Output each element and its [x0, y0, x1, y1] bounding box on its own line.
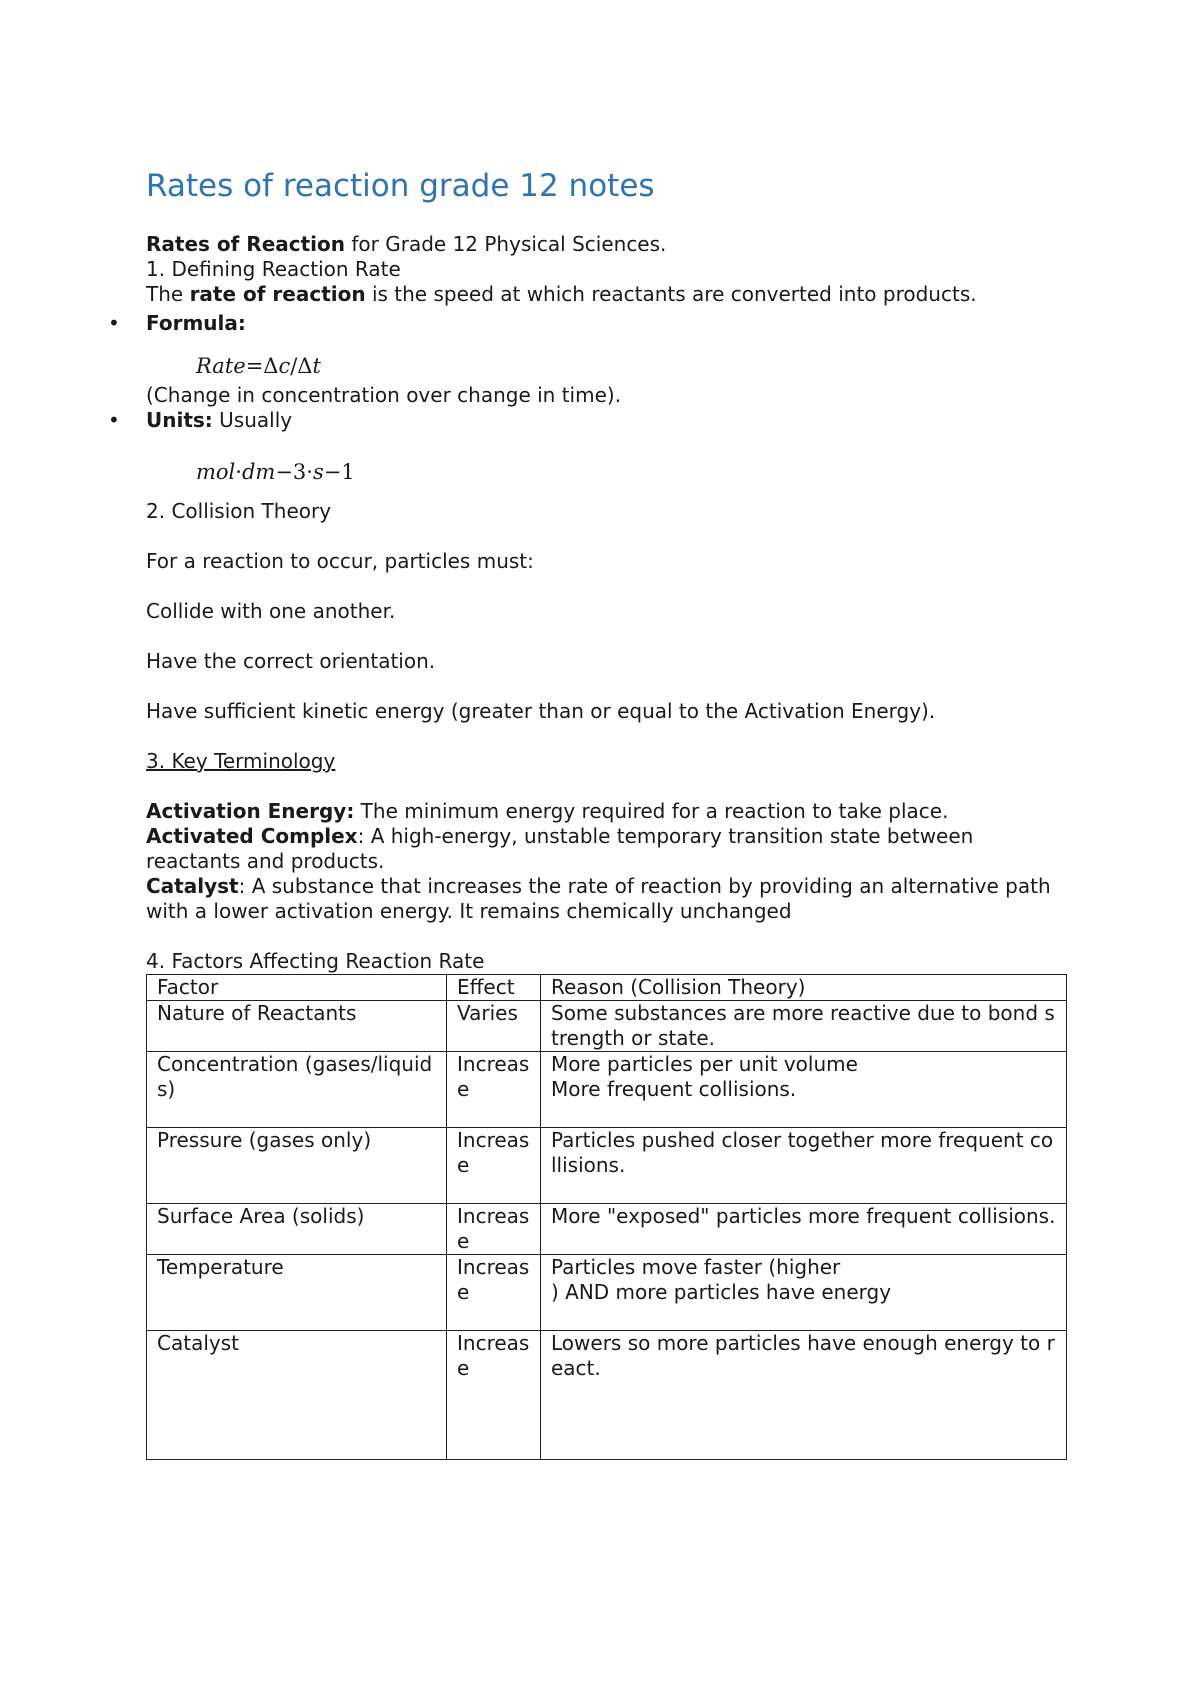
table-cell-reason: More particles per unit volume More frequent collisions. [541, 1052, 1067, 1128]
units-bullet: • Units: Usually [146, 408, 1066, 433]
formula-note: (Change in concentration over change in time). [146, 383, 622, 407]
table-cell-effect: Increase [447, 1204, 541, 1255]
units-formula: mol·dm−3·s−1 [196, 460, 355, 484]
collision-item: Have sufficient kinetic energy (greater than or equal to the Activation Energy). [146, 699, 936, 723]
collision-item: Have the correct orientation. [146, 649, 436, 673]
table-header-row [147, 975, 1067, 1001]
table-cell-factor: Surface Area (solids) [147, 1204, 447, 1255]
table-cell-effect: Increase [447, 1255, 541, 1331]
rate-formula: Rate=Δc/Δt [196, 354, 321, 378]
section4-heading: 4. Factors Affecting Reaction Rate [146, 949, 485, 973]
table-row [147, 1204, 1067, 1255]
table-header-cell: Reason (Collision Theory) [541, 975, 1067, 1001]
table-header-cell: Effect [447, 975, 541, 1001]
table-cell-effect: Varies [447, 1001, 541, 1052]
table-cell-factor: Pressure (gases only) [147, 1128, 447, 1204]
table-row [147, 1255, 1067, 1331]
table-row [147, 1128, 1067, 1204]
section1-heading: 1. Defining Reaction Rate [146, 257, 401, 281]
table-cell-reason: More "exposed" particles more frequent collisions. [541, 1204, 1067, 1255]
section2-heading: 2. Collision Theory [146, 499, 332, 523]
term-activated-complex: Activated Complex: A high-energy, unstable temporary transition state between reactants and products. [146, 824, 974, 873]
table-header-cell: Factor [147, 975, 447, 1001]
formula-bullet: • Formula: [146, 311, 1066, 336]
page-title: Rates of reaction grade 12 notes [146, 168, 655, 204]
table-cell-factor: Concentration (gases/liquids) [147, 1052, 447, 1128]
table-cell-reason: Particles pushed closer together more frequent collisions. [541, 1128, 1067, 1204]
table-row [147, 1331, 1067, 1460]
collision-lead: For a reaction to occur, particles must: [146, 549, 534, 573]
term-activation-energy: Activation Energy: The minimum energy required for a reaction to take place. [146, 799, 949, 823]
document-body [146, 166, 1066, 1460]
table-cell-reason: Lowers so more particles have enough energy to react. [541, 1331, 1067, 1460]
table-row [147, 1001, 1067, 1052]
table-cell-reason: Particles move faster (higher ) AND more particles have energy [541, 1255, 1067, 1331]
intro-line: Rates of Reaction for Grade 12 Physical Sciences. [146, 232, 667, 256]
table-cell-factor: Nature of Reactants [147, 1001, 447, 1052]
rate-definition: The rate of reaction is the speed at which reactants are converted into products. [146, 282, 977, 306]
table-cell-effect: Increase [447, 1128, 541, 1204]
table-cell-factor: Temperature [147, 1255, 447, 1331]
table-cell-effect: Increase [447, 1052, 541, 1128]
section3-heading: 3. Key Terminology [146, 749, 336, 773]
table-cell-reason: Some substances are more reactive due to bond strength or state. [541, 1001, 1067, 1052]
factors-table [146, 974, 1067, 1460]
table-cell-factor: Catalyst [147, 1331, 447, 1460]
collision-item: Collide with one another. [146, 599, 396, 623]
table-cell-effect: Increase [447, 1331, 541, 1460]
table-row [147, 1052, 1067, 1128]
term-catalyst: Catalyst: A substance that increases the rate of reaction by providing an alternative path with a lower activation energy. It remains chemically unchanged [146, 874, 1051, 923]
